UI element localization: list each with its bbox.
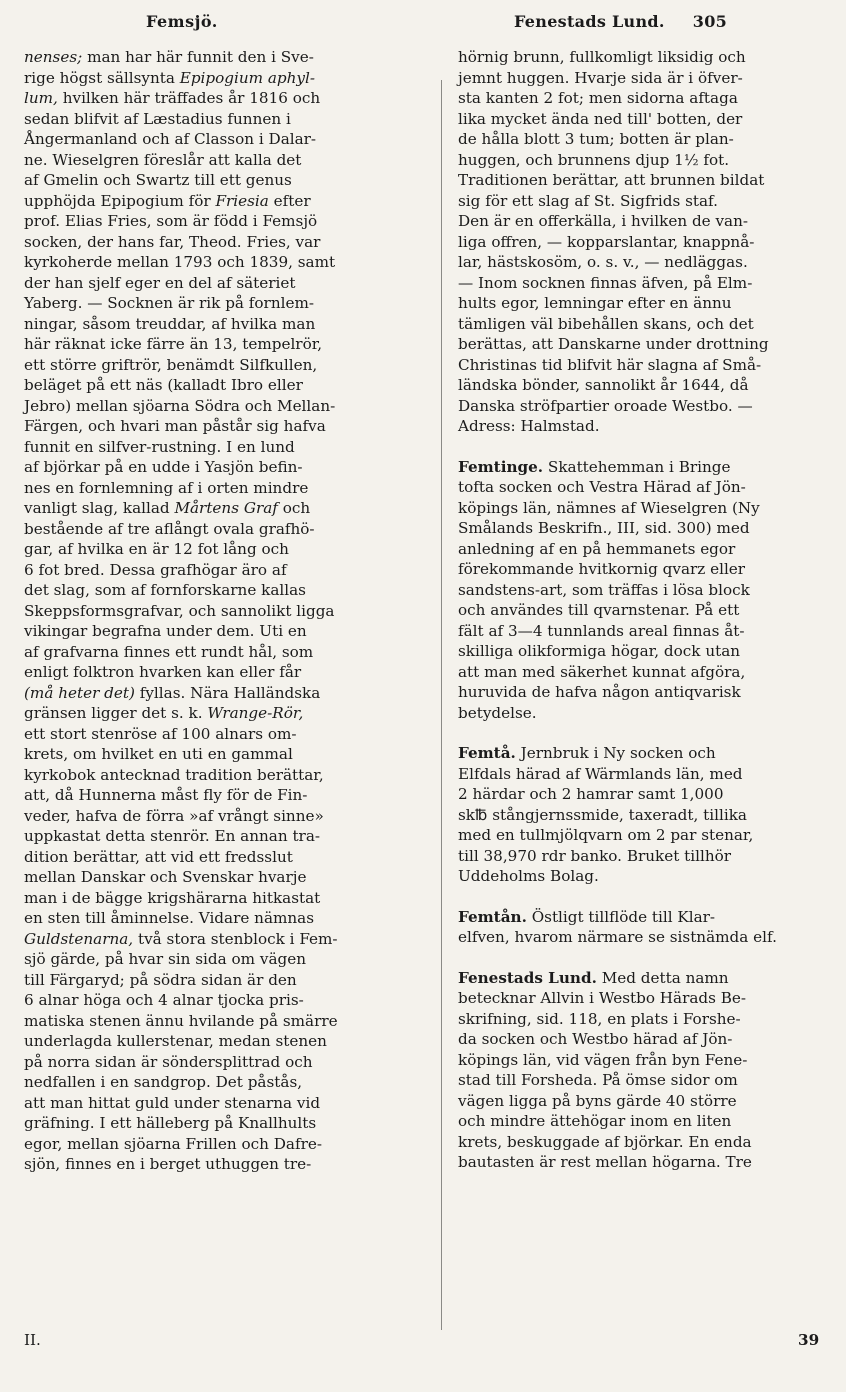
text-line: Uddeholms Bolag. xyxy=(458,867,599,885)
text-line: sta kanten 2 fot; men sidorna aftaga xyxy=(458,89,738,107)
text-line: lika mycket ända ned till' botten, der xyxy=(458,109,743,128)
signature-mark: II. xyxy=(24,1331,41,1349)
text-line: lum, hvilken här träffades år 1816 och xyxy=(24,89,321,107)
text-line: betydelse. xyxy=(458,703,537,722)
text-line: betecknar Allvin i Westbo Härads Be- xyxy=(458,989,747,1007)
text-line: det slag, som af fornforskarne kallas xyxy=(24,581,306,599)
text-line: da socken och Westbo härad af Jön- xyxy=(458,1030,733,1048)
page-number: 305 xyxy=(692,12,728,31)
entry-first-line: Femtån. Östligt tillflöde till Klar- xyxy=(458,907,716,926)
text-line: på norra sidan är söndersplittrad och xyxy=(24,1052,313,1071)
text-line: 2 härdar och 2 hamrar samt 1,000 xyxy=(458,785,724,803)
text-line: Elfdals härad af Wärmlands län, med xyxy=(458,764,743,783)
text-line: och användes till qvarnstenar. På ett xyxy=(458,601,740,619)
text-line: af grafvarna finnes ett rundt hål, som xyxy=(24,642,314,661)
text-line: Adress: Halmstad. xyxy=(458,417,600,435)
text-line: rige högst sällsynta Epipogium aphyl- xyxy=(24,68,315,87)
text-line: med en tullmjölqvarn om 2 par stenar, xyxy=(458,826,754,844)
right-column-intro xyxy=(458,47,840,437)
text-line: krets, om hvilket en uti en gammal xyxy=(24,745,293,763)
text-line: Jebro) mellan sjöarna Södra och Mellan- xyxy=(24,396,336,415)
text-line: nes en fornlemning af i orten mindre xyxy=(24,478,309,497)
text-line: tämligen väl bibehållen skans, och det xyxy=(458,314,754,333)
text-line: af Gmelin och Swartz till ett genus xyxy=(24,171,292,189)
text-line: beläget på ett näs (kalladt Ibro eller xyxy=(24,376,303,394)
text-line: att man hittat guld under stenarna vid xyxy=(24,1093,321,1112)
entry-femta xyxy=(458,743,840,887)
text-line: sk℔ stångjernssmide, taxeradt, tillika xyxy=(458,805,747,824)
entry-gap xyxy=(458,723,840,743)
text-line: och mindre ättehögar inom en liten xyxy=(458,1112,732,1130)
text-line: Skeppsformsgrafvar, och sannolikt ligga xyxy=(24,601,335,620)
text-line: man i de bägge krigshärarna hitkastat xyxy=(24,888,321,907)
text-line: sedan blifvit af Læstadius funnen i xyxy=(24,109,291,128)
text-line: huruvida de hafva någon antiqvarisk xyxy=(458,683,741,701)
text-line: fält af 3—4 tunnlands areal finnas åt- xyxy=(458,621,745,640)
text-line: egor, mellan sjöarna Frillen och Dafre- xyxy=(24,1134,322,1153)
text-line: der han sjelf eger en del af säteriet xyxy=(24,273,296,292)
text-line: Yaberg. — Socknen är rik på fornlem- xyxy=(24,294,314,312)
text-line: kyrkobok antecknad tradition berättar, xyxy=(24,765,324,784)
text-line: här räknat icke färre än 13, tempelrör, xyxy=(24,335,323,353)
entry-fenestads-lund xyxy=(458,968,840,1173)
text-line: berättas, att Danskarne under drottning xyxy=(458,335,769,353)
text-line: till Färgaryd; på södra sidan är den xyxy=(24,970,297,989)
text-line: ne. Wieselgren föreslår att kalla det xyxy=(24,150,302,169)
text-line: dition berättar, att vid ett fredsslut xyxy=(24,847,293,866)
text-line: förekommande hvitkornig qvarz eller xyxy=(458,560,746,578)
text-line: — Inom socknen finnas äfven, på Elm- xyxy=(458,273,753,292)
text-line: upphöjda Epipogium för Friesia efter xyxy=(24,191,311,210)
entry-gap xyxy=(458,948,840,968)
text-line: mellan Danskar och Svenskar hvarje xyxy=(24,868,307,886)
text-line: funnit en silfver-rustning. I en lund xyxy=(24,437,295,456)
running-head-left: Femsjö. xyxy=(146,12,218,31)
text-line: gränsen ligger det s. k. Wrange-Rör, xyxy=(24,704,304,722)
entry-first-line: Fenestads Lund. Med detta namn xyxy=(458,968,729,987)
text-line: huggen, och brunnens djup 1½ fot. xyxy=(458,150,730,169)
entry-term: Fenestads Lund. xyxy=(458,968,597,987)
text-line: de hålla blott 3 tum; botten är plan- xyxy=(458,130,734,148)
entry-term: Femtån. xyxy=(458,907,527,926)
left-column xyxy=(24,47,436,1175)
entry-gap xyxy=(458,437,840,457)
entry-first-line: Femtå. Jernbruk i Ny socken och xyxy=(458,744,716,762)
text-line: lar, hästskosöm, o. s. v., — nedläggas. xyxy=(458,253,748,271)
text-line: sjön, finnes en i berget uthuggen tre- xyxy=(24,1155,312,1173)
text-line: hörnig brunn, fullkomligt liksidig och xyxy=(458,48,746,66)
text-line: sandstens-art, som träffas i lösa block xyxy=(458,580,750,599)
text-line: socken, der hans far, Theod. Fries, var xyxy=(24,232,321,251)
entry-first-line: Femtinge. Skattehemman i Bringe xyxy=(458,457,731,476)
entry-gap xyxy=(458,887,840,907)
entry-femtinge xyxy=(458,457,840,724)
text-line: liga offren, — kopparslantar, knappnå- xyxy=(458,232,755,251)
text-line: en sten till åminnelse. Vidare nämnas xyxy=(24,909,315,927)
text-line: sjö gärde, på hvar sin sida om vägen xyxy=(24,950,306,968)
text-line: anledning af en på hemmanets egor xyxy=(458,539,736,558)
text-line: krets, beskuggade af björkar. En enda xyxy=(458,1132,752,1151)
text-line: hults egor, lemningar efter en ännu xyxy=(458,294,732,312)
text-line: 6 alnar höga och 4 alnar tjocka pris- xyxy=(24,991,304,1009)
text-line: bestående af tre aflångt ovala grafhö- xyxy=(24,519,315,538)
text-line: prof. Elias Fries, som är född i Femsjö xyxy=(24,212,318,230)
running-head-title: Fenestads Lund. xyxy=(514,12,665,31)
text-line: ett stort stenröse af 100 alnars om- xyxy=(24,724,297,743)
text-line: Christinas tid blifvit här slagna af Små- xyxy=(458,355,762,374)
text-line: af björkar på en udde i Yasjön befin- xyxy=(24,458,303,476)
text-line: jemnt huggen. Hvarje sida är i öfver- xyxy=(458,68,743,87)
text-line: tofta socken och Vestra Härad af Jön- xyxy=(458,478,746,496)
text-line: Ångermanland och af Classon i Dalar- xyxy=(24,130,317,148)
sheet-number: 39 xyxy=(798,1331,820,1349)
text-line: skilliga olikformiga högar, dock utan xyxy=(458,642,741,660)
entry-femtan xyxy=(458,907,840,948)
text-line: matiska stenen ännu hvilande på smärre xyxy=(24,1011,338,1030)
text-line: köpings län, vid vägen från byn Fene- xyxy=(458,1050,748,1069)
text-line: till 38,970 rdr banko. Bruket tillhör xyxy=(458,846,732,865)
text-line: ningar, såsom treuddar, af hvilka man xyxy=(24,314,316,333)
entry-term: Femtinge. xyxy=(458,457,544,476)
text-line: att man med säkerhet kunnat afgöra, xyxy=(458,662,746,681)
text-line: veder, hafva de förra »af vrångt sinne» xyxy=(24,806,324,825)
text-line: sig för ett slag af St. Sigfrids staf. xyxy=(458,191,718,210)
text-line: uppkastat detta stenrör. En annan tra- xyxy=(24,827,321,845)
text-line: Smålands Beskrifn., III, sid. 300) med xyxy=(458,519,750,537)
text-line: kyrkoherde mellan 1793 och 1839, samt xyxy=(24,253,336,271)
text-line: Traditionen berättar, att brunnen bildat xyxy=(458,171,765,189)
text-line: ländska bönder, sannolikt år 1644, då xyxy=(458,376,749,394)
right-column xyxy=(458,47,840,1173)
text-line: skrifning, sid. 118, en plats i Forshe- xyxy=(458,1009,741,1028)
column-divider xyxy=(441,80,442,1330)
text-line: att, då Hunnerna måst fly för de Fin- xyxy=(24,786,308,804)
text-line: köpings län, nämnes af Wieselgren (Ny xyxy=(458,498,760,517)
text-line: elfven, hvarom närmare se sistnämda elf. xyxy=(458,928,777,946)
text-line: nedfallen i en sandgrop. Det påstås, xyxy=(24,1073,303,1091)
text-line: 6 fot bred. Dessa grafhögar äro af xyxy=(24,560,287,579)
text-line: Den är en offerkälla, i hvilken de van- xyxy=(458,212,749,230)
text-line: vägen ligga på byns gärde 40 större xyxy=(458,1091,737,1110)
text-line: enligt folktron hvarken kan eller får xyxy=(24,663,302,681)
text-line: Färgen, och hvari man påstår sig hafva xyxy=(24,417,326,435)
text-line: gar, af hvilka en är 12 fot lång och xyxy=(24,540,289,558)
text-line: Danska ströfpartier oroade Westbo. — xyxy=(458,396,753,415)
text-line: nenses; man har här funnit den i Sve- xyxy=(24,48,314,66)
text-line: vanligt slag, kallad Mårtens Graf och xyxy=(24,499,311,517)
text-line: underlagda kullerstenar, medan stenen xyxy=(24,1032,327,1050)
text-line: ett större griftrör, benämdt Silfkullen, xyxy=(24,355,318,374)
text-line: stad till Forsheda. På ömse sidor om xyxy=(458,1071,738,1089)
text-line: (må heter det) fyllas. Nära Halländska xyxy=(24,683,321,702)
text-line: bautasten är rest mellan högarna. Tre xyxy=(458,1153,752,1171)
text-line: gräfning. I ett hälleberg på Knallhults xyxy=(24,1114,317,1132)
running-head-right xyxy=(514,12,727,31)
entry-term: Femtå. xyxy=(458,744,516,762)
text-line: Guldstenarna, två stora stenblock i Fem- xyxy=(24,929,338,948)
text-line: vikingar begrafna under dem. Uti en xyxy=(24,622,307,640)
